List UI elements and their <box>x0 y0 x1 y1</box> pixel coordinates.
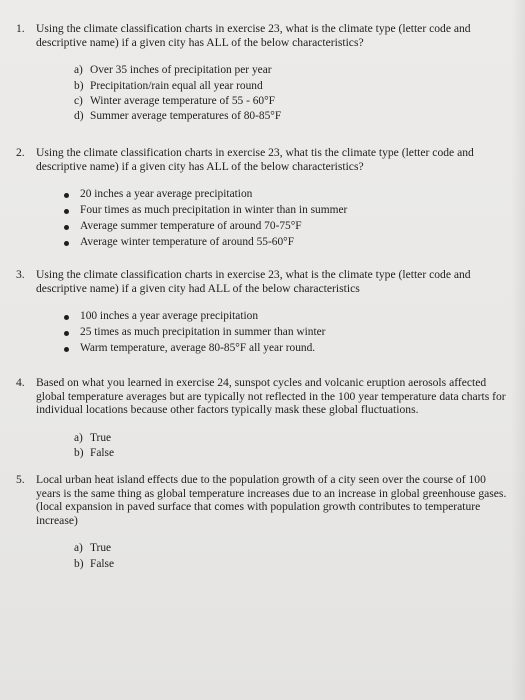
question-4 <box>16 376 510 462</box>
bullet-icon <box>64 315 69 320</box>
option-item: b) Precipitation/rain equal all year round <box>74 79 263 92</box>
bullet-item: 25 times as much precipitation in summer than winter <box>64 325 510 341</box>
option-item: b) False <box>74 447 115 460</box>
question-text: Based on what you learned in exercise 24, sunspot cycles and volcanic eruption aerosols affected global temperature averages but are typically not reflected in the 100 year temperature data charts for individual locations because other factors typically mask these global fluctuations. <box>36 376 506 417</box>
answer-options <box>74 541 510 572</box>
option-item: b) False <box>74 557 115 570</box>
page-edge-shadow <box>511 0 525 700</box>
question-text: Using the climate classification charts in exercise 23, what is the climate type (letter code and descriptive name) if a given city had ALL of the below characteristics <box>36 268 471 295</box>
option-item: a) True <box>74 542 112 555</box>
answer-options <box>74 431 510 462</box>
question-text: Using the climate classification charts in exercise 23, what tis the climate type (letter code and descriptive name) if a given city has ALL of the below characteristics? <box>36 146 474 173</box>
bullet-icon <box>64 193 69 198</box>
bullet-item: Warm temperature, average 80-85°F all year round. <box>64 341 510 357</box>
option-item: d) Summer average temperatures of 80-85°F <box>74 110 282 123</box>
question-3 <box>16 268 510 357</box>
bullet-icon <box>64 225 69 230</box>
option-item: a) True <box>74 431 112 444</box>
question-number: 1. <box>16 22 25 35</box>
option-item: c) Winter average temperature of 55 - 60°F <box>74 95 276 107</box>
bullet-item: Average summer temperature of around 70-75°F <box>64 219 510 235</box>
question-2 <box>16 146 510 250</box>
bullet-item: 100 inches a year average precipitation <box>64 309 510 325</box>
question-number: 5. <box>16 473 25 486</box>
bullet-item: Four times as much precipitation in winter than in summer <box>64 203 510 219</box>
question-text: Using the climate classification charts in exercise 23, what is the climate type (letter code and descriptive name) if a given city has ALL of the below characteristics? <box>36 22 471 49</box>
bullet-item: Average winter temperature of around 55-60°F <box>64 235 510 251</box>
answer-options <box>74 63 510 125</box>
bullet-icon <box>64 331 69 336</box>
bullet-icon <box>64 209 69 214</box>
question-number: 2. <box>16 146 25 159</box>
question-number: 3. <box>16 268 25 281</box>
criteria-list <box>64 187 510 250</box>
bullet-icon <box>64 347 69 352</box>
criteria-list <box>64 309 510 356</box>
question-1 <box>16 22 510 125</box>
question-5 <box>16 473 510 572</box>
bullet-icon <box>64 241 69 246</box>
option-item: a) Over 35 inches of precipitation per year <box>74 64 272 77</box>
bullet-item: 20 inches a year average precipitation <box>64 187 510 203</box>
question-text: Local urban heat island effects due to the population growth of a city seen over the course of 100 years is the same thing as global temperature increases due to an increase in global greenhouse gases. (local expansion in paved surface that comes with population growth contributes to temperature increase) <box>36 473 507 527</box>
question-number: 4. <box>16 376 25 389</box>
